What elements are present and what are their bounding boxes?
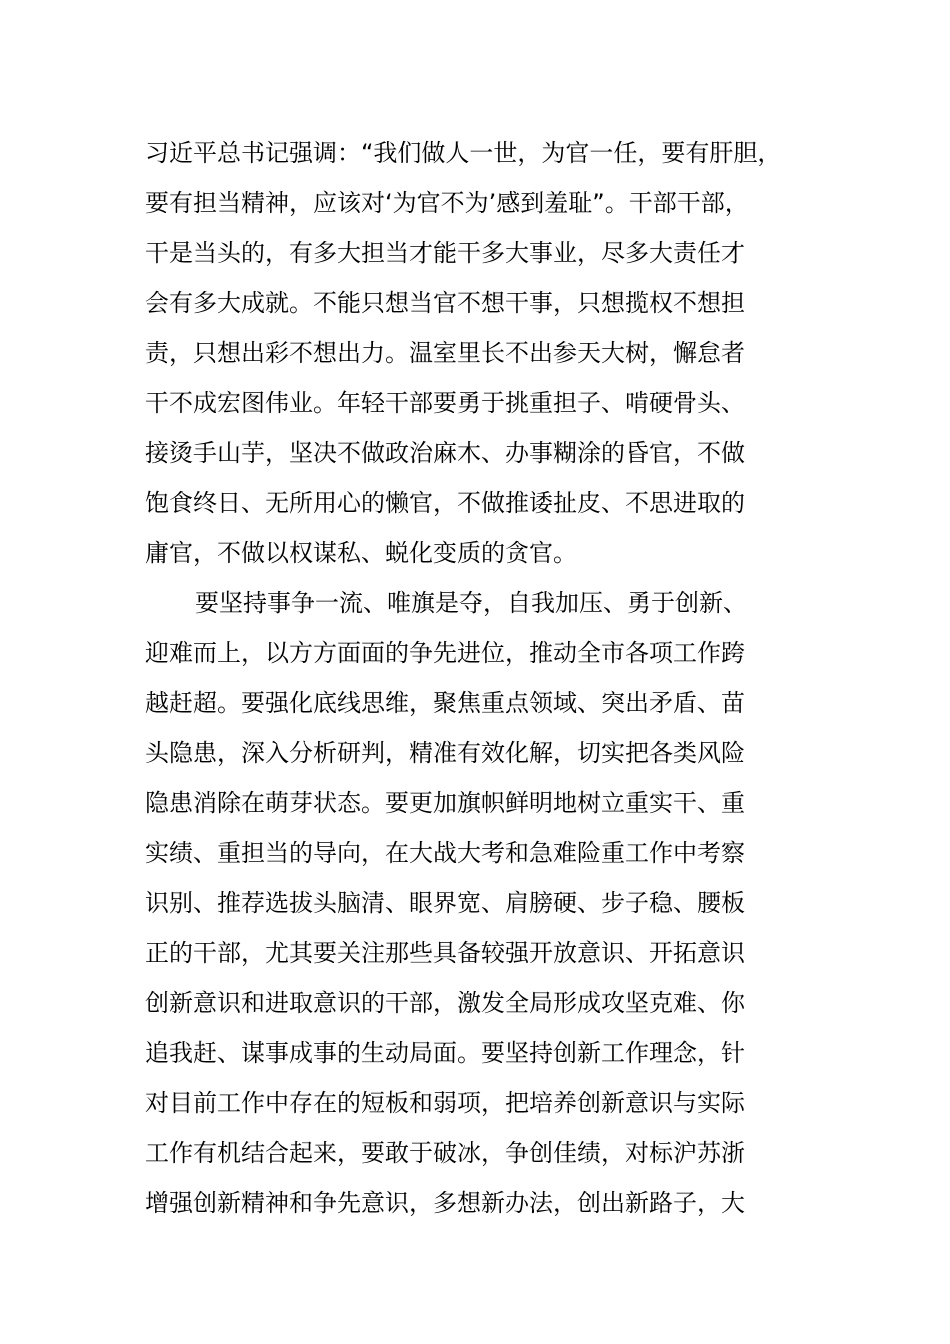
text-line: 隐患消除在萌芽状态。要更加旗帜鲜明地树立重实干、重 <box>145 789 745 817</box>
text-line: 工作有机结合起来，要敢于破冰，争创佳绩，对标沪苏浙 <box>145 1139 745 1167</box>
text-line: 饱食终日、无所用心的懒官，不做推诿扯皮、不思进取的 <box>145 489 745 517</box>
text-line: 责，只想出彩不想出力。温室里长不出参天大树，懈怠者 <box>145 339 745 367</box>
text-line: 创新意识和进取意识的干部，激发全局形成攻坚克难、你 <box>145 989 745 1017</box>
text-line: 迎难而上，以方方面面的争先进位，推动全市各项工作跨 <box>145 639 745 667</box>
text-line: 增强创新精神和争先意识，多想新办法，创出新路子，大 <box>145 1189 745 1217</box>
text-line: 会有多大成就。不能只想当官不想干事，只想揽权不想担 <box>145 289 745 317</box>
text-line: 干不成宏图伟业。年轻干部要勇于挑重担子、啃硬骨头、 <box>145 389 745 417</box>
text-line: 接烫手山芋，坚决不做政治麻木、办事糊涂的昏官，不做 <box>145 439 745 467</box>
document-body <box>145 128 845 1228</box>
text-line: 越赶超。要强化底线思维，聚焦重点领域、突出矛盾、苗 <box>145 689 745 717</box>
text-line: 对目前工作中存在的短板和弱项，把培养创新意识与实际 <box>145 1089 745 1117</box>
text-line: 正的干部，尤其要关注那些具备较强开放意识、开拓意识 <box>145 939 745 967</box>
text-line: 习近平总书记强调：“我们做人一世，为官一任，要有肝胆， <box>145 139 782 167</box>
text-line: 识别、推荐选拔头脑清、眼界宽、肩膀硬、步子稳、腰板 <box>145 889 745 917</box>
text-line: 庸官，不做以权谋私、蜕化变质的贪官。 <box>145 539 577 567</box>
text-line: 干是当头的，有多大担当才能干多大事业，尽多大责任才 <box>145 239 745 267</box>
text-line: 实绩、重担当的导向，在大战大考和急难险重工作中考察 <box>145 839 745 867</box>
text-line: 头隐患，深入分析研判，精准有效化解，切实把各类风险 <box>145 739 745 767</box>
paragraph-start-line: 要坚持事争一流、唯旗是夺，自我加压、勇于创新、 <box>195 589 747 617</box>
text-line: 要有担当精神，应该对‘为官不为’感到羞耻”。干部干部， <box>145 189 749 217</box>
text-line: 追我赶、谋事成事的生动局面。要坚持创新工作理念，针 <box>145 1039 745 1067</box>
